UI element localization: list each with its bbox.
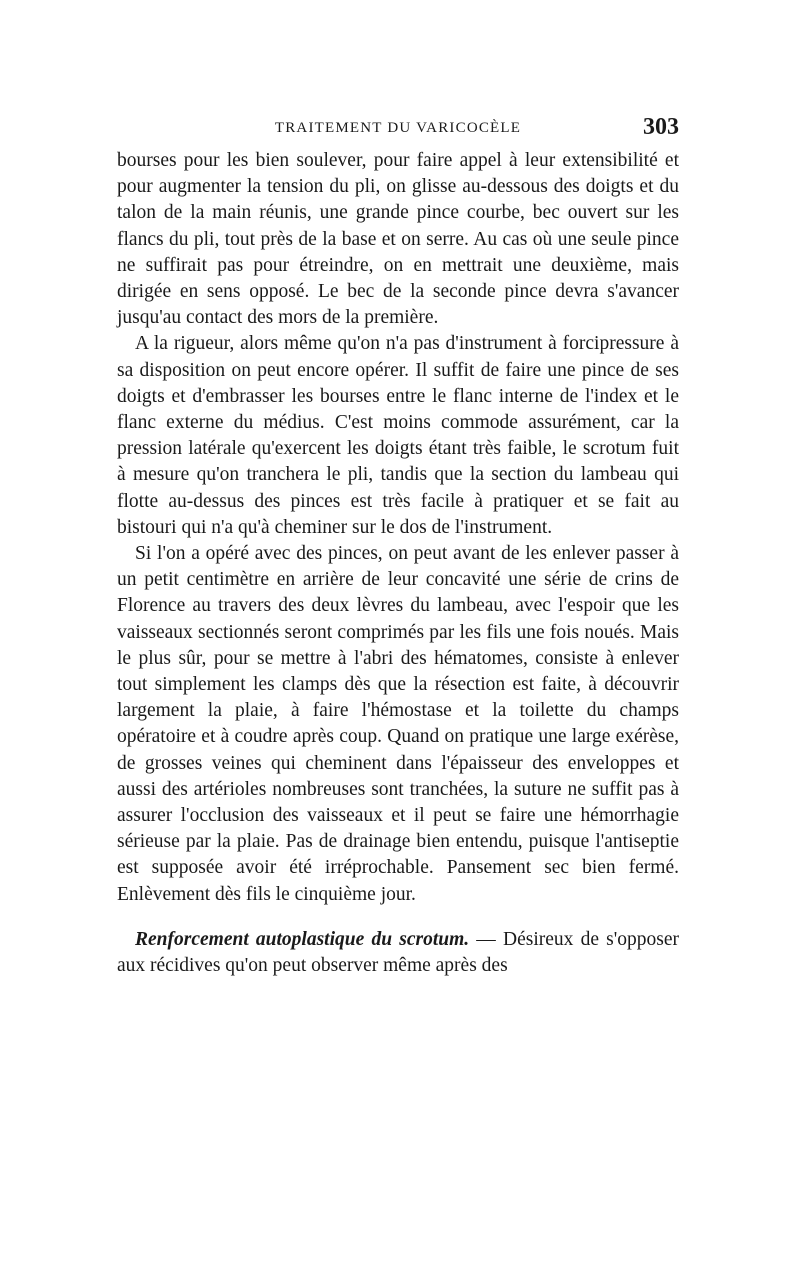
section-paragraph <box>117 927 679 979</box>
paragraph: bourses pour les bien soulever, pour faire appel à leur extensibilité et pour augmenter la tension du pli, on glisse au-dessous des doigts et du talon de la main réunis, une grande pince courbe, bec ouvert sur les flancs du pli, tout près de la base et on serre. Au cas où une seule pince ne suffirait pas pour étreindre, on en mettrait une deuxième, mais dirigée en sens opposé. Le bec de la seconde pince devra s'avancer jusqu'au contact des mors de la première. <box>117 150 679 329</box>
section-heading: Renforcement autoplastique du scrotum. <box>135 928 470 950</box>
body-text <box>117 148 679 979</box>
paragraph: Si l'on a opéré avec des pinces, on peut avant de les enlever passer à un petit centimètre en arrière de leur concavité une série de crins de Florence au travers des deux lèvres du lambeau, avec l'espoir que les vaisseaux sectionnés seront comprimés par les fils une fois noués. Mais le plus sûr, pour se mettre à l'abri des hématomes, consiste à enlever tout simplement les clamps dès que la résection est faite, à découvrir largement la plaie, à faire l'hémostase et la toilette du champs opératoire et à coudre après coup. Quand on pratique une large exérèse, de grosses veines qui cheminent dans l'épaisseur des enveloppes et aussi des artérioles nombreuses sont tranchées, la suture ne suffit pas à assurer l'occlusion des vaisseaux et il peut se faire une hémorrhagie sérieuse par la plaie. Pas de drainage bien entendu, puisque l'antiseptie est supposée avoir été irréprochable. Pansement sec bien fermé. Enlèvement dès fils le cinquième jour. <box>117 543 679 905</box>
paragraph: A la rigueur, alors même qu'on n'a pas d'instrument à forcipressure à sa disposition on peut encore opérer. Il suffit de faire une pince de ses doigts et d'embrasser les bourses entre le flanc interne de l'index et le flanc externe du médius. C'est moins commode assurément, car la pression latérale qu'exercent les doigts étant très faible, le scrotum fuit à mesure qu'on tranchera le pli, tandis que la section du lambeau qui flotte au-dessus des pinces est très facile à pratiquer et se fait au bistouri qui n'a qu'à cheminer sur le dos de l'instrument. <box>117 333 679 538</box>
page-header <box>117 114 679 144</box>
section-text: Désireux de s'opposer aux récidives qu'on peut observer même après des <box>117 928 680 977</box>
section-separator: — <box>469 928 503 950</box>
running-title: TRAITEMENT DU VARICOCÈLE <box>274 120 522 136</box>
page-number: 303 <box>643 114 679 140</box>
